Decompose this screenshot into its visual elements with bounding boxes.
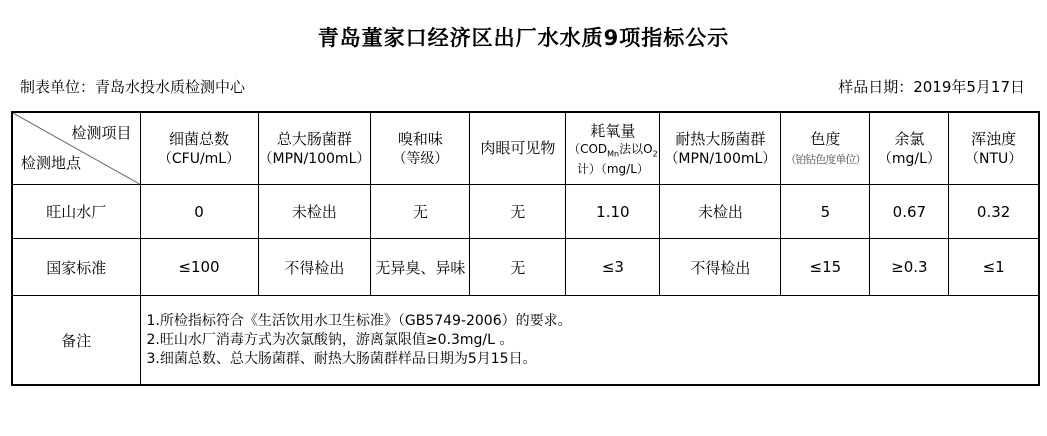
corner-label-items: 检测项目 — [71, 124, 132, 142]
water-quality-table — [11, 111, 1040, 386]
value-cell: 1.10 — [566, 185, 660, 239]
prepared-by-label: 制表单位：青岛水投水质检测中心 — [20, 78, 246, 96]
row-label-national-standard: 国家标准 — [12, 239, 140, 296]
row-label-wangshan-plant: 旺山水厂 — [12, 185, 140, 239]
value-cell: 无 — [470, 185, 566, 239]
remark-line-2: 2.旺山水厂消毒方式为次氯酸钠，游离氯限值≥0.3mg/L 。 — [146, 331, 514, 348]
column-header-visible-matter: 肉眼可见物 — [470, 112, 566, 185]
page-title: 青岛董家口经济区出厂水水质9项指标公示 — [317, 26, 730, 50]
remarks-content-cell — [140, 296, 1039, 386]
value-cell: ≤3 — [566, 239, 660, 296]
column-header-odor-taste: 嗅和味 （等级） — [371, 112, 470, 185]
column-header-chroma: 色度 （铂钴色度单位） — [781, 112, 870, 185]
page — [0, 27, 1047, 436]
column-header-thermotolerant-coliform: 耐热大肠菌群 （MPN/100mL） — [660, 112, 781, 185]
value-cell: 5 — [781, 185, 870, 239]
header-row — [12, 112, 1039, 185]
value-cell: 未检出 — [258, 185, 371, 239]
value-cell: 无 — [371, 185, 470, 239]
remark-line-3: 3.细菌总数、总大肠菌群、耐热大肠菌群样品日期为5月15日。 — [146, 350, 537, 367]
corner-header-cell — [12, 112, 140, 185]
value-cell: 不得检出 — [258, 239, 371, 296]
value-cell: 0.32 — [949, 185, 1039, 239]
column-header-cod: 耗氧量 （$COD_{Mn}$法以$O_2$计）（mg/L） — [566, 112, 660, 185]
value-cell: ≤15 — [781, 239, 870, 296]
column-header-total-coliform: 总大肠菌群 （MPN/100mL） — [258, 112, 371, 185]
value-cell: 不得检出 — [660, 239, 781, 296]
column-header-turbidity: 浑浊度 （NTU） — [949, 112, 1039, 185]
value-cell: 无异臭、异味 — [371, 239, 470, 296]
meta-row — [20, 78, 1025, 96]
column-header-total-bacteria: 细菌总数 （CFU/mL） — [140, 112, 258, 185]
column-header-residual-chlorine: 余氯 （mg/L） — [870, 112, 949, 185]
value-cell: ≥0.3 — [870, 239, 949, 296]
value-cell: 无 — [470, 239, 566, 296]
value-cell: ≤1 — [949, 239, 1039, 296]
value-cell: 0 — [140, 185, 258, 239]
value-cell: 0.67 — [870, 185, 949, 239]
row-label-remarks: 备注 — [12, 296, 140, 386]
value-cell: ≤100 — [140, 239, 258, 296]
corner-label-locations: 检测地点 — [21, 154, 82, 172]
value-cell: 未检出 — [660, 185, 781, 239]
remark-line-1: 1.所检指标符合《生活饮用水卫生标准》（GB5749-2006）的要求。 — [146, 312, 572, 329]
remarks-row — [12, 296, 1039, 386]
data-row-wangshan-plant — [12, 185, 1039, 239]
sample-date-label: 样品日期：2019年5月17日 — [838, 78, 1025, 96]
data-row-national-standard — [12, 239, 1039, 296]
